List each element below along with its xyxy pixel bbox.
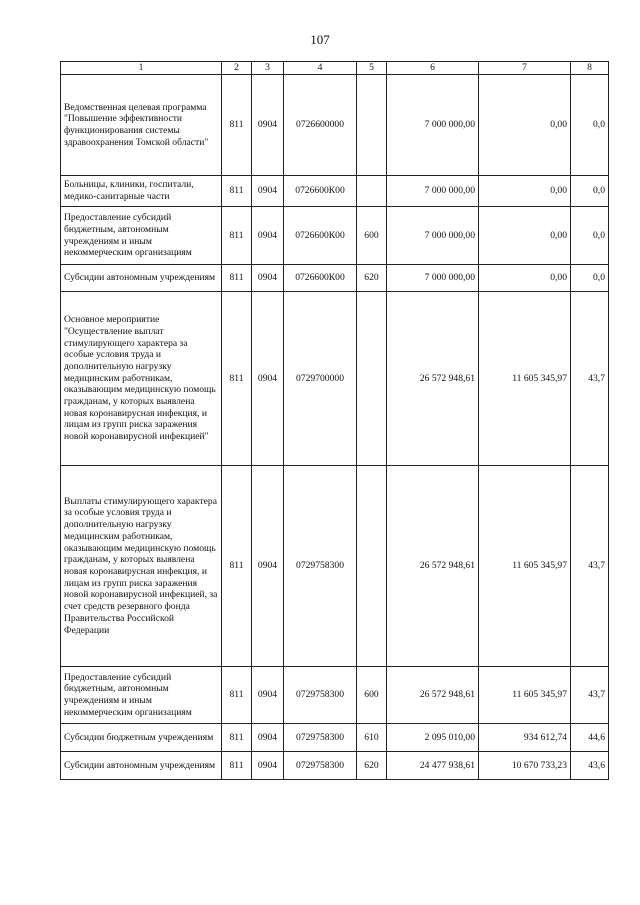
cell-plan: 7 000 000,00 [387,207,479,265]
cell-target: 0729758300 [284,724,357,752]
cell-adm: 811 [222,292,252,466]
cell-plan: 26 572 948,61 [387,466,479,667]
cell-name: Субсидии автономным учреждениям [61,752,222,780]
cell-section: 0904 [252,207,284,265]
column-header: 7 [479,62,571,75]
cell-percent: 0,0 [571,75,609,176]
cell-adm: 811 [222,176,252,207]
cell-vr: 620 [357,752,387,780]
cell-target: 0726600К00 [284,207,357,265]
cell-plan: 7 000 000,00 [387,265,479,292]
cell-target: 0726600К00 [284,265,357,292]
cell-name: Субсидии бюджетным учреждениям [61,724,222,752]
budget-table [60,61,609,780]
cell-name: Больницы, клиники, госпитали, медико-санитарные части [61,176,222,207]
cell-fact: 934 612,74 [479,724,571,752]
column-header: 8 [571,62,609,75]
cell-section: 0904 [252,75,284,176]
cell-section: 0904 [252,466,284,667]
table-row [61,724,609,752]
header-row [61,62,609,75]
page-number: 107 [310,32,330,47]
cell-vr: 600 [357,667,387,724]
cell-percent: 43,7 [571,667,609,724]
cell-percent: 43,7 [571,292,609,466]
cell-fact: 0,00 [479,75,571,176]
cell-target: 0726600000 [284,75,357,176]
table-row [61,752,609,780]
cell-target: 0726600К00 [284,176,357,207]
cell-vr [357,176,387,207]
column-header: 6 [387,62,479,75]
cell-plan: 26 572 948,61 [387,667,479,724]
cell-section: 0904 [252,176,284,207]
cell-plan: 7 000 000,00 [387,176,479,207]
cell-fact: 0,00 [479,265,571,292]
cell-vr: 600 [357,207,387,265]
cell-name: Основное мероприятие "Осуществление выплат стимулирующего характера за особые условия труда и дополнительную нагрузку медицинским работникам, оказывающим медицинскую помощь гражданам, у которых выявлена новая коронавирусная инфекция, и лицам из групп риска заражения новой коронавирусной инфекцией" [61,292,222,466]
table-row [61,176,609,207]
cell-percent: 0,0 [571,207,609,265]
cell-plan: 7 000 000,00 [387,75,479,176]
cell-vr [357,75,387,176]
cell-fact: 11 605 345,97 [479,667,571,724]
cell-vr: 620 [357,265,387,292]
column-header: 1 [61,62,222,75]
cell-adm: 811 [222,667,252,724]
cell-percent: 43,6 [571,752,609,780]
cell-adm: 811 [222,724,252,752]
cell-name: Выплаты стимулирующего характера за особые условия труда и дополнительную нагрузку медицинским работникам, оказывающим медицинскую помощь гражданам, у которых выявлена новая коронавирусная инфекция, и лицам из групп риска заражения новой коронавирусной инфекцией, за счет средств резервного фонда Правительства Российской Федерации [61,466,222,667]
cell-percent: 43,7 [571,466,609,667]
cell-section: 0904 [252,752,284,780]
cell-fact: 10 670 733,23 [479,752,571,780]
column-header: 2 [222,62,252,75]
cell-target: 0729758300 [284,466,357,667]
table-row [61,265,609,292]
cell-target: 0729758300 [284,752,357,780]
cell-name: Субсидии автономным учреждениям [61,265,222,292]
cell-vr [357,292,387,466]
column-header: 5 [357,62,387,75]
table-row [61,292,609,466]
cell-fact: 11 605 345,97 [479,292,571,466]
cell-percent: 0,0 [571,265,609,292]
cell-plan: 24 477 938,61 [387,752,479,780]
cell-name: Ведомственная целевая программа "Повышение эффективности функционирования системы здравоохранения Томской области" [61,75,222,176]
cell-section: 0904 [252,265,284,292]
cell-adm: 811 [222,466,252,667]
cell-name: Предоставление субсидий бюджетным, автономным учреждениям и иным некоммерческим организациям [61,667,222,724]
cell-adm: 811 [222,75,252,176]
cell-section: 0904 [252,667,284,724]
cell-target: 0729758300 [284,667,357,724]
column-header: 3 [252,62,284,75]
table-row [61,75,609,176]
cell-name: Предоставление субсидий бюджетным, автономным учреждениям и иным некоммерческим организациям [61,207,222,265]
cell-percent: 44,6 [571,724,609,752]
cell-plan: 2 095 010,00 [387,724,479,752]
table-row [61,207,609,265]
cell-section: 0904 [252,292,284,466]
cell-plan: 26 572 948,61 [387,292,479,466]
cell-adm: 811 [222,207,252,265]
column-header: 4 [284,62,357,75]
cell-percent: 0,0 [571,176,609,207]
cell-vr [357,466,387,667]
cell-fact: 0,00 [479,176,571,207]
cell-section: 0904 [252,724,284,752]
table-row [61,667,609,724]
cell-adm: 811 [222,265,252,292]
table-row [61,466,609,667]
cell-adm: 811 [222,752,252,780]
cell-target: 0729700000 [284,292,357,466]
cell-fact: 0,00 [479,207,571,265]
cell-fact: 11 605 345,97 [479,466,571,667]
cell-vr: 610 [357,724,387,752]
